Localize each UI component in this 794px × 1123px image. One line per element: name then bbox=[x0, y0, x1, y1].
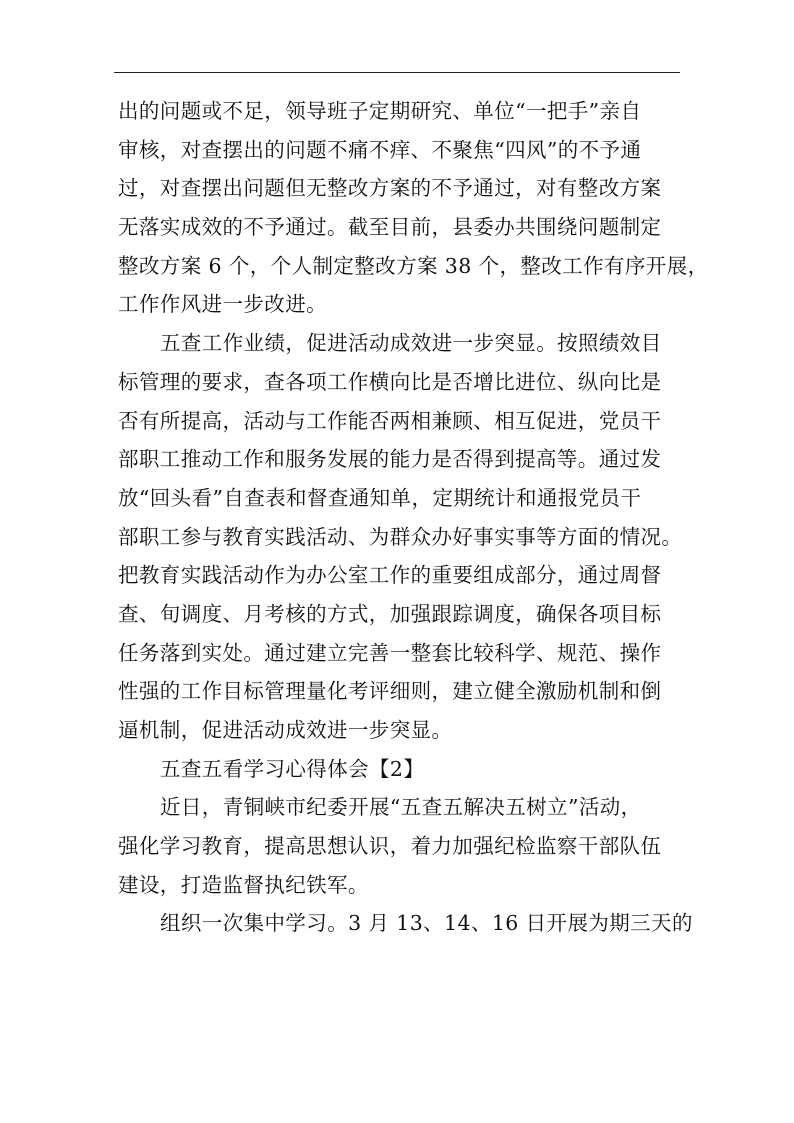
text-line: 审核，对查摆出的问题不痛不痒、不聚焦“四风”的不予通 bbox=[118, 137, 642, 162]
text-line: 整改方案 6 个，个人制定整改方案 38 个，整改工作有序开展， bbox=[118, 253, 709, 278]
text-line: 部职工推动工作和服务发展的能力是否得到提高等。通过发 bbox=[118, 447, 662, 472]
text-line: 五查五看学习心得体会【2】 bbox=[160, 756, 425, 781]
text-line: 任务落到实处。通过建立完善一整套比较科学、规范、操作 bbox=[118, 640, 662, 665]
text-line: 工作作风进一步改进。 bbox=[118, 292, 327, 317]
text-line: 出的问题或不足，领导班子定期研究、单位“一把手”亲自 bbox=[118, 99, 642, 123]
text-line: 逼机制，促进活动成效进一步突显。 bbox=[118, 718, 453, 742]
text-line: 否有所提高，活动与工作能否两相兼顾、相互促进，党员干 bbox=[118, 408, 662, 433]
text-line: 强化学习教育，提高思想认识，着力加强纪检监察干部队伍 bbox=[118, 834, 662, 859]
text-line: 标管理的要求，查各项工作横向比是否增比进位、纵向比是 bbox=[118, 369, 662, 394]
text-line: 五查工作业绩，促进活动成效进一步突显。按照绩效目 bbox=[160, 331, 662, 356]
text-line: 过，对查摆出问题但无整改方案的不予通过，对有整改方案 bbox=[118, 176, 662, 201]
header-rule bbox=[114, 72, 680, 73]
text-line: 无落实成效的不予通过。截至目前，县委办共围绕问题制定 bbox=[118, 215, 662, 240]
text-line: 近日，青铜峡市纪委开展“五查五解决五树立”活动， bbox=[160, 795, 642, 820]
text-line: 性强的工作目标管理量化考评细则，建立健全激励机制和倒 bbox=[118, 679, 662, 704]
text-line: 把教育实践活动作为办公室工作的重要组成部分，通过周督 bbox=[118, 563, 662, 588]
text-line: 组织一次集中学习。3 月 13、14、16 日开展为期三天的 bbox=[160, 911, 693, 936]
text-line: 部职工参与教育实践活动、为群众办好事实事等方面的情况。 bbox=[118, 524, 683, 549]
text-line: 查、旬调度、月考核的方式，加强跟踪调度，确保各项目标 bbox=[118, 601, 662, 626]
text-line: 建设，打造监督执纪铁军。 bbox=[118, 872, 369, 897]
text-line: 放“回头看”自查表和督查通知单，定期统计和通报党员干 bbox=[118, 485, 642, 510]
document-body bbox=[118, 92, 709, 943]
